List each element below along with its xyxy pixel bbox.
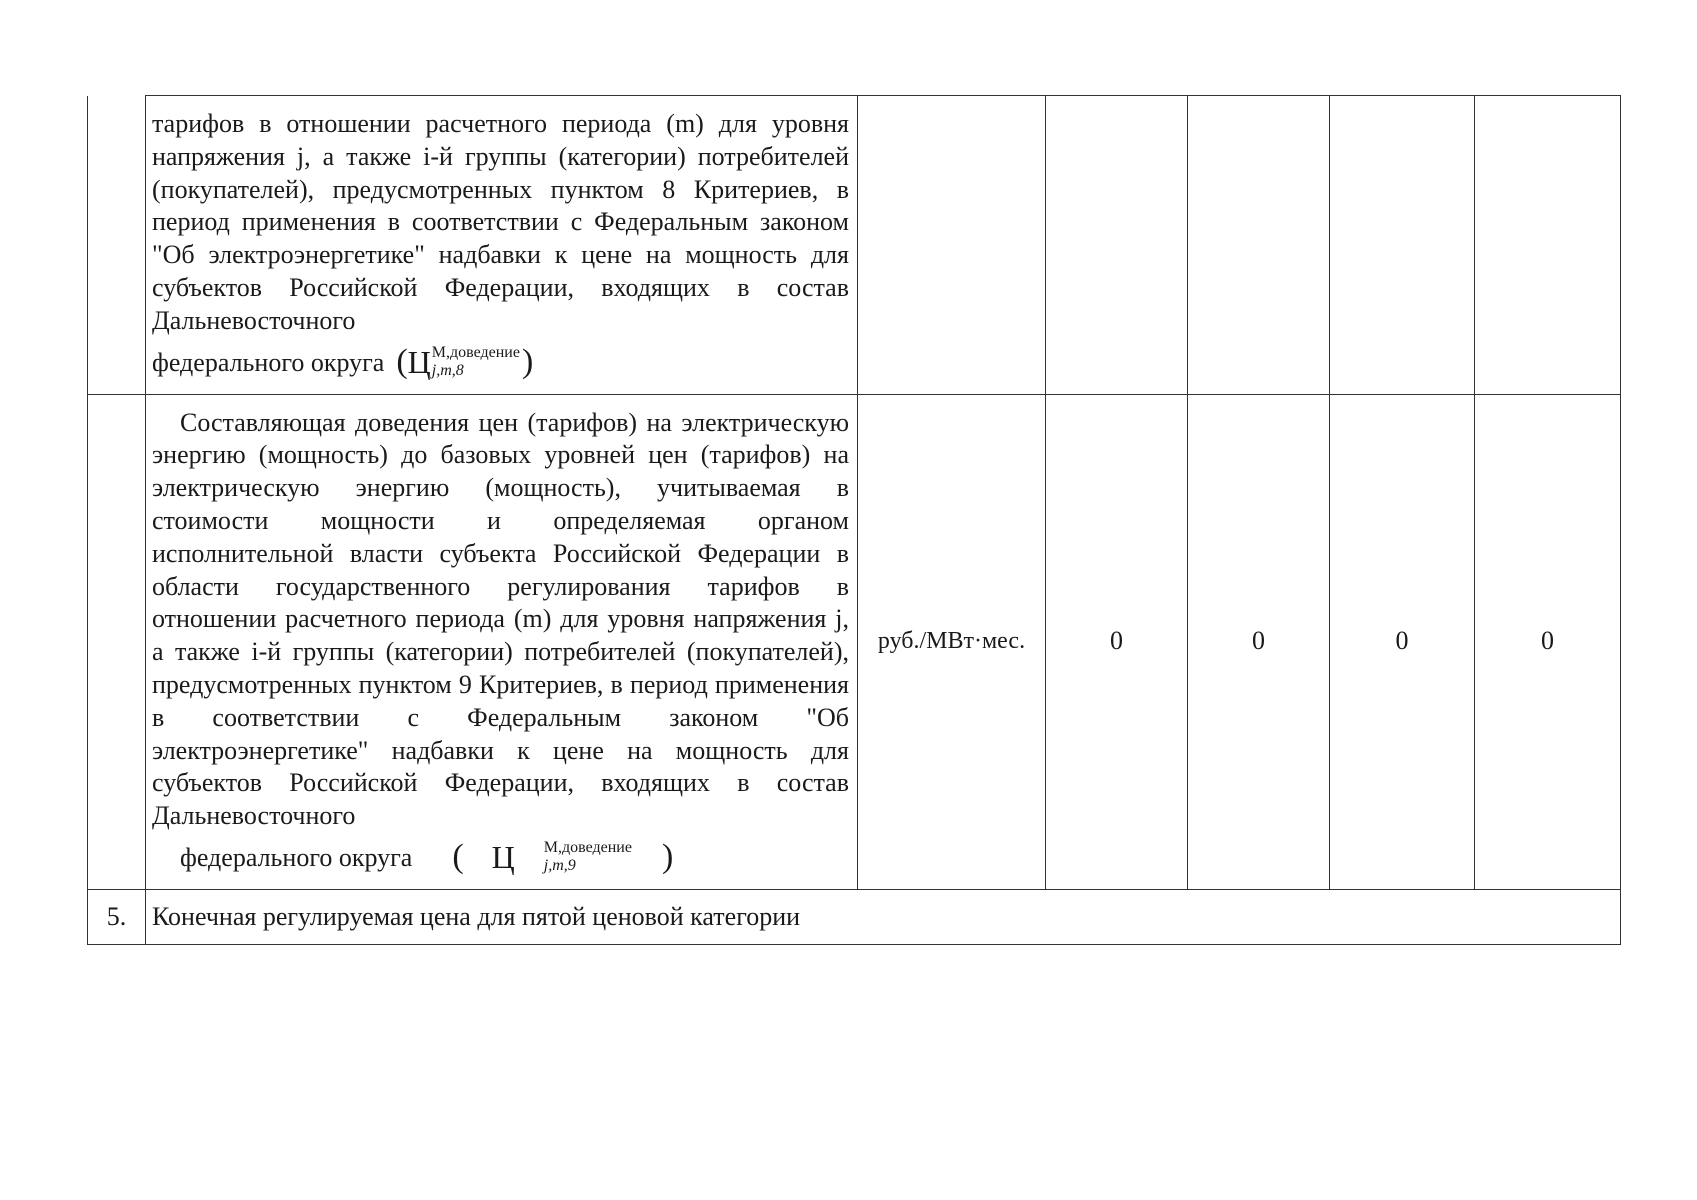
formula-subscript: j,m,8	[431, 361, 464, 379]
formula-close-paren: )	[661, 837, 674, 875]
price-formula	[396, 344, 533, 380]
value-cell: 0	[1188, 394, 1330, 889]
value-cell	[1046, 96, 1188, 395]
description-body: тарифов в отношении расчетного периода (m) для уровня напряжения j, а также i-й группы (категории) потребителей (покупателей), предусмотренных пунктом 8 Критериев, в период применения в соответствии с Федеральным законом "Об электроэнергетике" надбавки к цене на мощность для субъектов Российской Федерации, входящих в состав Дальневосточного	[152, 109, 849, 335]
formula-symbol: Ц	[491, 838, 515, 875]
tariff-table	[87, 95, 1621, 945]
description-tail: федерального округа	[152, 347, 385, 377]
section-title: Конечная регулируемая цена для пятой ценовой категории	[146, 889, 1621, 944]
formula-subscript: j,m,9	[543, 856, 576, 874]
table-row	[88, 96, 1621, 395]
formula-scripts	[432, 344, 520, 380]
value-cell: 0	[1046, 394, 1188, 889]
formula-close-paren: )	[521, 342, 534, 380]
formula-open-paren: (	[452, 837, 464, 875]
formula-scripts	[516, 839, 632, 875]
formula-line	[152, 839, 849, 875]
formula-superscript: М,доведение	[431, 343, 520, 361]
formula-line	[152, 344, 849, 380]
price-formula	[424, 839, 673, 875]
description-text	[146, 96, 857, 394]
value-cell: 0	[1330, 394, 1475, 889]
unit-cell: руб./МВт·мес.	[858, 394, 1046, 889]
unit-cell	[858, 96, 1046, 395]
formula-superscript: М,доведение	[543, 838, 632, 856]
section-row	[88, 889, 1621, 944]
value-cell: 0	[1475, 394, 1621, 889]
formula-open-paren: (	[396, 342, 408, 380]
section-number: 5.	[88, 889, 146, 944]
value-cell	[1475, 96, 1621, 395]
description-text	[146, 395, 857, 889]
row-number-cell	[88, 394, 146, 889]
row-number-cell	[88, 96, 146, 395]
table-row	[88, 394, 1621, 889]
description-body: Составляющая доведения цен (тарифов) на электрическую энергию (мощность) до базовых уровней цен (тарифов) на электрическую энергию (мощность), учитываемая в стоимости мощности и определяемая органом исполнительной власти субъекта Российской Федерации в области государственного регулирования тарифов в отношении расчетного периода (m) для уровня напряжения j, а также i-й группы (категории) потребителей (покупателей), предусмотренных пунктом 9 Критериев, в период применения в соответствии с Федеральным законом "Об электроэнергетике" надбавки к цене на мощность для субъектов Российской Федерации, входящих в состав Дальневосточного	[152, 407, 849, 831]
description-tail: федерального округа	[180, 843, 413, 873]
description-cell	[146, 96, 858, 395]
formula-symbol: Ц	[407, 343, 431, 380]
value-cell	[1330, 96, 1475, 395]
value-cell	[1188, 96, 1330, 395]
description-cell	[146, 394, 858, 889]
